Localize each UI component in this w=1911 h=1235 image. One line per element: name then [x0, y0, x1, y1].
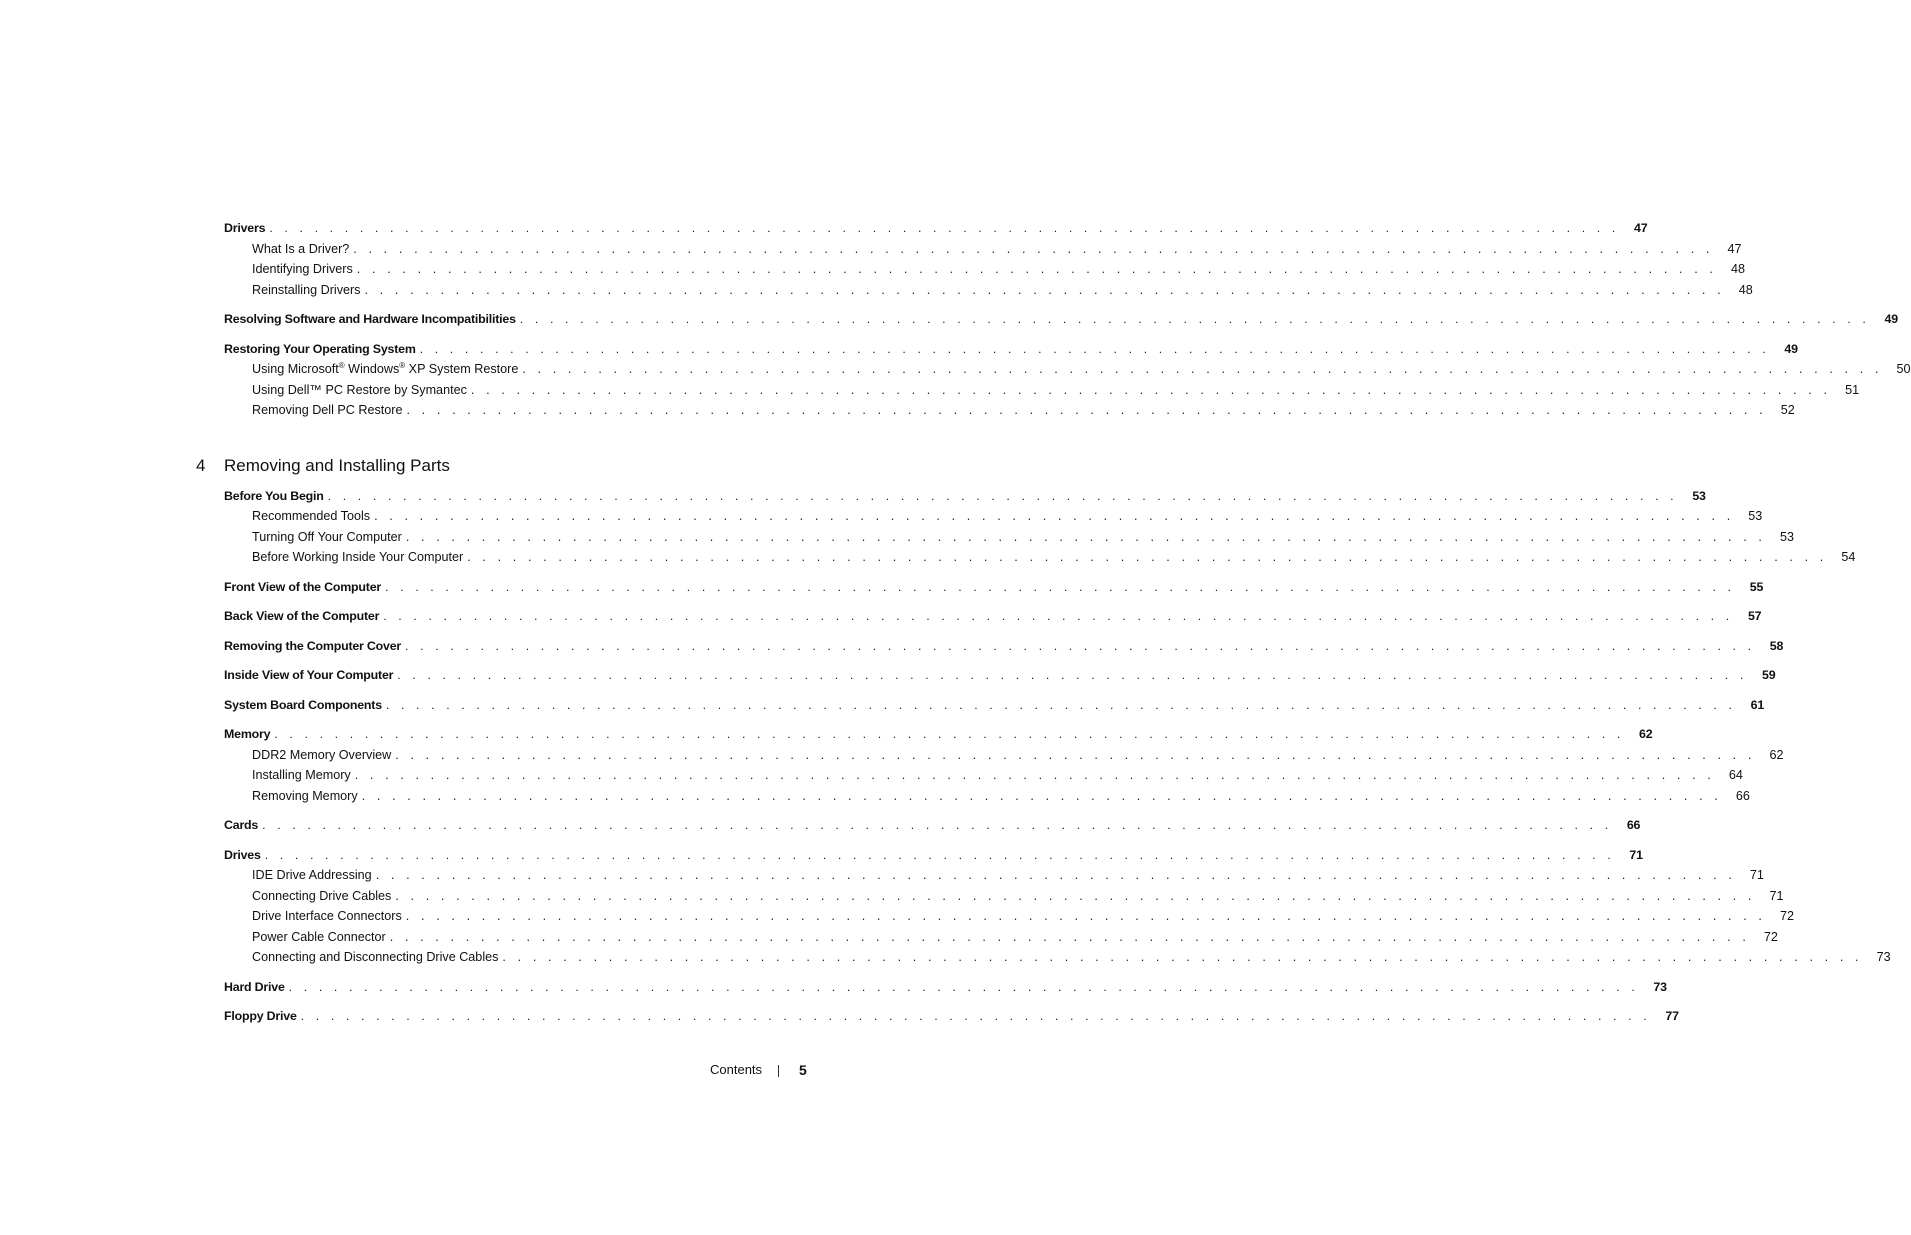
dot-leader: . . . . . . . . . . . . . . . . . . . . . . . . . . . . . . . . . . . . . . . . . . . . . . . . . . . . . . . . . . . . . . . . . . . . . . . . . . . . . . . . . . . . . . . . . . [405, 529, 1767, 544]
toc-entry-page: 73 [1876, 950, 1891, 964]
toc-entry-title: Drives [224, 847, 261, 862]
toc-entry-title: Turning Off Your Computer [252, 529, 402, 544]
toc-entry-title: Floppy Drive [224, 1009, 297, 1023]
toc-entry-page: 53 [1780, 529, 1795, 544]
toc-entry-title: Power Cable Connector [252, 929, 386, 944]
toc-entry-page: 72 [1780, 909, 1795, 923]
toc-entry-removing-memory[interactable] [224, 786, 1750, 807]
toc-entry-ddr2-memory-overview[interactable] [224, 745, 1784, 766]
toc-entry-page: 66 [1626, 818, 1641, 832]
toc-entry-back-view-of-the-computer[interactable] [224, 606, 1762, 627]
toc-entry-page: 62 [1769, 747, 1784, 762]
toc-entry-title: Restoring Your Operating System [224, 341, 416, 356]
toc-entry-page: 77 [1665, 1009, 1679, 1023]
dot-leader: . . . . . . . . . . . . . . . . . . . . . . . . . . . . . . . . . . . . . . . . . . . . . . . . . . . . . . . . . . . . . . . . . . . . . . . . . . . . . . . . . . . . . . . . . . [262, 818, 1613, 832]
toc-entry-title: Resolving Software and Hardware Incompatibilities [224, 312, 516, 326]
toc-entry-page: 57 [1747, 609, 1762, 623]
toc-entry-cards[interactable] [224, 815, 1641, 836]
toc-entry-page: 73 [1653, 979, 1667, 994]
dot-leader: . . . . . . . . . . . . . . . . . . . . . . . . . . . . . . . . . . . . . . . . . . . . . . . . . . . . . . . . . . . . . . . . . . . . . . . . . . . . . . . . . . . . . . . . . . [364, 282, 1725, 297]
dot-leader: . . . . . . . . . . . . . . . . . . . . . . . . . . . . . . . . . . . . . . . . . . . . . . . . . . . . . . . . . . . . . . . . . . . . . . . . . . . . . . . . . . . . . . . . . . [274, 727, 1625, 741]
dot-leader: . . . . . . . . . . . . . . . . . . . . . . . . . . . . . . . . . . . . . . . . . . . . . . . . . . . . . . . . . . . . . . . . . . . . . . . . . . . . . . . . . . . . . . . . . . [397, 668, 1748, 682]
toc-entry-title: Installing Memory [252, 768, 351, 782]
toc-entry-turning-off-your-computer[interactable] [224, 527, 1795, 548]
dot-leader: . . . . . . . . . . . . . . . . . . . . . . . . . . . . . . . . . . . . . . . . . . . . . . . . . . . . . . . . . . . . . . . . . . . . . . . . . . . . . . . . . . . . . . . . . . [522, 362, 1883, 376]
page-number: 5 [799, 1062, 807, 1078]
toc-entry-title: IDE Drive Addressing [252, 868, 372, 882]
chapter-title: Removing and Installing Parts [224, 455, 450, 475]
dot-leader: . . . . . . . . . . . . . . . . . . . . . . . . . . . . . . . . . . . . . . . . . . . . . . . . . . . . . . . . . . . . . . . . . . . . . . . . . . . . . . . . . . . . . . . . . . [502, 950, 1863, 964]
dot-leader: . . . . . . . . . . . . . . . . . . . . . . . . . . . . . . . . . . . . . . . . . . . . . . . . . . . . . . . . . . . . . . . . . . . . . . . . . . . . . . . . . . . . . . . . . . [470, 382, 1832, 397]
dot-leader: . . . . . . . . . . . . . . . . . . . . . . . . . . . . . . . . . . . . . . . . . . . . . . . . . . . . . . . . . . . . . . . . . . . . . . . . . . . . . . . . . . . . . . . . . . [353, 241, 1714, 256]
toc-entry-page: 52 [1780, 403, 1795, 417]
dot-leader: . . . . . . . . . . . . . . . . . . . . . . . . . . . . . . . . . . . . . . . . . . . . . . . . . . . . . . . . . . . . . . . . . . . . . . . . . . . . . . . . . . . . . . . . . . [361, 788, 1722, 803]
toc-entry-title: Inside View of Your Computer [224, 668, 394, 682]
toc-entry-ide-drive-addressing[interactable] [224, 865, 1764, 886]
toc-entry-recommended-tools[interactable] [224, 506, 1763, 527]
toc-entry-page: 71 [1769, 888, 1784, 903]
toc-entry-page: 53 [1748, 509, 1763, 523]
toc-entry-page: 49 [1884, 312, 1898, 326]
toc-entry-system-board-components[interactable] [224, 695, 1765, 716]
toc-entry-title: Removing the Computer Cover [224, 638, 402, 653]
dot-leader: . . . . . . . . . . . . . . . . . . . . . . . . . . . . . . . . . . . . . . . . . . . . . . . . . . . . . . . . . . . . . . . . . . . . . . . . . . . . . . . . . . . . . . . . . . [288, 979, 1639, 994]
toc-entry-title: Reinstalling Drivers [252, 282, 361, 297]
toc-group-after [224, 486, 1891, 1027]
toc-entry-title: Identifying Drivers [252, 262, 353, 276]
toc-entry-title: Cards [224, 818, 259, 832]
dot-leader: . . . . . . . . . . . . . . . . . . . . . . . . . . . . . . . . . . . . . . . . . . . . . . . . . . . . . . . . . . . . . . . . . . . . . . . . . . . . . . . . . . . . . . . . . . [354, 768, 1715, 782]
page-footer [700, 1060, 810, 1080]
toc-entry-connecting-drive-cables[interactable] [224, 886, 1784, 907]
dot-leader: . . . . . . . . . . . . . . . . . . . . . . . . . . . . . . . . . . . . . . . . . . . . . . . . . . . . . . . . . . . . . . . . . . . . . . . . . . . . . . . . . . . . . . . . . . [467, 550, 1828, 564]
dot-leader: . . . . . . . . . . . . . . . . . . . . . . . . . . . . . . . . . . . . . . . . . . . . . . . . . . . . . . . . . . . . . . . . . . . . . . . . . . . . . . . . . . . . . . . . . . [356, 262, 1718, 276]
toc-entry-memory[interactable] [224, 724, 1653, 745]
toc-entry-removing-the-computer-cover[interactable] [224, 636, 1784, 657]
toc-entry-page: 48 [1731, 262, 1746, 276]
dot-leader: . . . . . . . . . . . . . . . . . . . . . . . . . . . . . . . . . . . . . . . . . . . . . . . . . . . . . . . . . . . . . . . . . . . . . . . . . . . . . . . . . . . . . . . . . . [375, 868, 1736, 882]
toc-entry-page: 53 [1692, 488, 1706, 503]
toc-entry-floppy-drive[interactable] [224, 1006, 1679, 1027]
toc-entry-identifying-drivers[interactable] [224, 259, 1746, 280]
dot-leader: . . . . . . . . . . . . . . . . . . . . . . . . . . . . . . . . . . . . . . . . . . . . . . . . . . . . . . . . . . . . . . . . . . . . . . . . . . . . . . . . . . . . . . . . . . [269, 221, 1620, 235]
toc-entry-title: Drivers [224, 221, 266, 235]
toc-entry-page: 71 [1629, 847, 1643, 862]
dot-leader: . . . . . . . . . . . . . . . . . . . . . . . . . . . . . . . . . . . . . . . . . . . . . . . . . . . . . . . . . . . . . . . . . . . . . . . . . . . . . . . . . . . . . . . . . . [395, 888, 1756, 903]
toc-entry-page: 54 [1841, 550, 1856, 564]
toc-entry-title: Drive Interface Connectors [252, 909, 402, 923]
toc-entry-removing-dell-pc-restore[interactable] [224, 400, 1795, 421]
dot-leader: . . . . . . . . . . . . . . . . . . . . . . . . . . . . . . . . . . . . . . . . . . . . . . . . . . . . . . . . . . . . . . . . . . . . . . . . . . . . . . . . . . . . . . . . . . [385, 579, 1736, 594]
toc-entry-title: Removing Memory [252, 788, 358, 803]
dot-leader: . . . . . . . . . . . . . . . . . . . . . . . . . . . . . . . . . . . . . . . . . . . . . . . . . . . . . . . . . . . . . . . . . . . . . . . . . . . . . . . . . . . . . . . . . . [385, 697, 1737, 712]
toc-entry-page: 66 [1735, 788, 1750, 803]
toc-entry-using-microsoft-windows-xp-system-restore[interactable] [224, 359, 1911, 380]
toc-entry-page: 55 [1749, 579, 1764, 594]
toc-entry-installing-memory[interactable] [224, 765, 1743, 786]
toc-entry-title: Front View of the Computer [224, 579, 382, 594]
toc-entry-what-is-a-driver[interactable] [224, 239, 1742, 260]
dot-leader: . . . . . . . . . . . . . . . . . . . . . . . . . . . . . . . . . . . . . . . . . . . . . . . . . . . . . . . . . . . . . . . . . . . . . . . . . . . . . . . . . . . . . . . . . . [389, 929, 1750, 944]
toc-entry-title: DDR2 Memory Overview [252, 747, 392, 762]
toc-entry-title: Connecting Drive Cables [252, 888, 392, 903]
toc-entry-page: 47 [1634, 221, 1648, 235]
toc-entry-before-working-inside-your-computer[interactable] [224, 547, 1856, 568]
toc-entry-title: Removing Dell PC Restore [252, 403, 403, 417]
chapter-number: 4 [196, 455, 206, 475]
dot-leader: . . . . . . . . . . . . . . . . . . . . . . . . . . . . . . . . . . . . . . . . . . . . . . . . . . . . . . . . . . . . . . . . . . . . . . . . . . . . . . . . . . . . . . . . . . [419, 341, 1770, 356]
toc-entry-page: 50 [1896, 362, 1911, 376]
toc-entry-page: 48 [1738, 282, 1753, 297]
footer-separator [778, 1065, 779, 1077]
toc-entry-title: Connecting and Disconnecting Drive Cables [252, 950, 499, 964]
toc-entry-title: Before You Begin [224, 488, 324, 503]
table-of-contents [196, 218, 1911, 1027]
toc-entry-page: 59 [1762, 668, 1776, 682]
footer-label: Contents [710, 1062, 763, 1077]
toc-entry-drive-interface-connectors[interactable] [224, 906, 1795, 927]
toc-entry-resolving-software-and-hardware-incompatibilities[interactable] [224, 309, 1898, 330]
toc-entry-page: 49 [1784, 341, 1798, 356]
toc-entry-connecting-and-disconnecting-drive-cables[interactable] [224, 947, 1891, 968]
toc-entry-page: 62 [1639, 727, 1653, 741]
toc-entry-inside-view-of-your-computer[interactable] [224, 665, 1776, 686]
toc-entry-title: Recommended Tools [252, 509, 371, 523]
toc-entry-front-view-of-the-computer[interactable] [224, 577, 1764, 598]
dot-leader: . . . . . . . . . . . . . . . . . . . . . . . . . . . . . . . . . . . . . . . . . . . . . . . . . . . . . . . . . . . . . . . . . . . . . . . . . . . . . . . . . . . . . . . . . . [327, 488, 1678, 503]
toc-entry-title: What Is a Driver? [252, 241, 350, 256]
dot-leader: . . . . . . . . . . . . . . . . . . . . . . . . . . . . . . . . . . . . . . . . . . . . . . . . . . . . . . . . . . . . . . . . . . . . . . . . . . . . . . . . . . . . . . . . . . [264, 847, 1615, 862]
toc-entry-reinstalling-drivers[interactable] [224, 280, 1753, 301]
dot-leader: . . . . . . . . . . . . . . . . . . . . . . . . . . . . . . . . . . . . . . . . . . . . . . . . . . . . . . . . . . . . . . . . . . . . . . . . . . . . . . . . . . . . . . . . . . [406, 403, 1767, 417]
toc-entry-page: 72 [1763, 929, 1778, 944]
dot-leader: . . . . . . . . . . . . . . . . . . . . . . . . . . . . . . . . . . . . . . . . . . . . . . . . . . . . . . . . . . . . . . . . . . . . . . . . . . . . . . . . . . . . . . . . . . [374, 509, 1735, 523]
toc-entry-title: Using Dell™ PC Restore by Symantec [252, 382, 467, 397]
toc-entry-title: Before Working Inside Your Computer [252, 550, 464, 564]
toc-entry-page: 61 [1750, 697, 1765, 712]
toc-entry-drives[interactable] [224, 845, 1643, 866]
dot-leader: . . . . . . . . . . . . . . . . . . . . . . . . . . . . . . . . . . . . . . . . . . . . . . . . . . . . . . . . . . . . . . . . . . . . . . . . . . . . . . . . . . . . . . . . . . [383, 609, 1734, 623]
dot-leader: . . . . . . . . . . . . . . . . . . . . . . . . . . . . . . . . . . . . . . . . . . . . . . . . . . . . . . . . . . . . . . . . . . . . . . . . . . . . . . . . . . . . . . . . . . [519, 312, 1870, 326]
toc-entry-page: 64 [1728, 768, 1743, 782]
toc-entry-title: Memory [224, 727, 271, 741]
toc-entry-using-dell-pc-restore-by-symantec[interactable] [224, 380, 1860, 401]
dot-leader: . . . . . . . . . . . . . . . . . . . . . . . . . . . . . . . . . . . . . . . . . . . . . . . . . . . . . . . . . . . . . . . . . . . . . . . . . . . . . . . . . . . . . . . . . . [405, 909, 1767, 923]
toc-entry-title: Using Microsoft® Windows® XP System Restore [252, 361, 519, 376]
dot-leader: . . . . . . . . . . . . . . . . . . . . . . . . . . . . . . . . . . . . . . . . . . . . . . . . . . . . . . . . . . . . . . . . . . . . . . . . . . . . . . . . . . . . . . . . . . [395, 747, 1756, 762]
toc-entry-title: Hard Drive [224, 979, 285, 994]
toc-entry-page: 47 [1727, 241, 1742, 256]
toc-entry-drivers[interactable] [224, 218, 1648, 239]
toc-entry-title: Back View of the Computer [224, 609, 380, 623]
dot-leader: . . . . . . . . . . . . . . . . . . . . . . . . . . . . . . . . . . . . . . . . . . . . . . . . . . . . . . . . . . . . . . . . . . . . . . . . . . . . . . . . . . . . . . . . . . [300, 1009, 1651, 1023]
toc-group-before [224, 218, 1911, 421]
toc-entry-page: 51 [1845, 382, 1860, 397]
toc-entry-title: System Board Components [224, 697, 382, 712]
toc-entry-page: 71 [1749, 868, 1764, 882]
toc-entry-restoring-your-operating-system[interactable] [224, 339, 1798, 360]
toc-entry-hard-drive[interactable] [224, 977, 1667, 998]
toc-entry-page: 58 [1769, 638, 1784, 653]
toc-entry-power-cable-connector[interactable] [224, 927, 1778, 948]
chapter-heading [196, 448, 685, 484]
dot-leader: . . . . . . . . . . . . . . . . . . . . . . . . . . . . . . . . . . . . . . . . . . . . . . . . . . . . . . . . . . . . . . . . . . . . . . . . . . . . . . . . . . . . . . . . . . [405, 638, 1756, 653]
toc-entry-before-you-begin[interactable] [224, 486, 1706, 507]
